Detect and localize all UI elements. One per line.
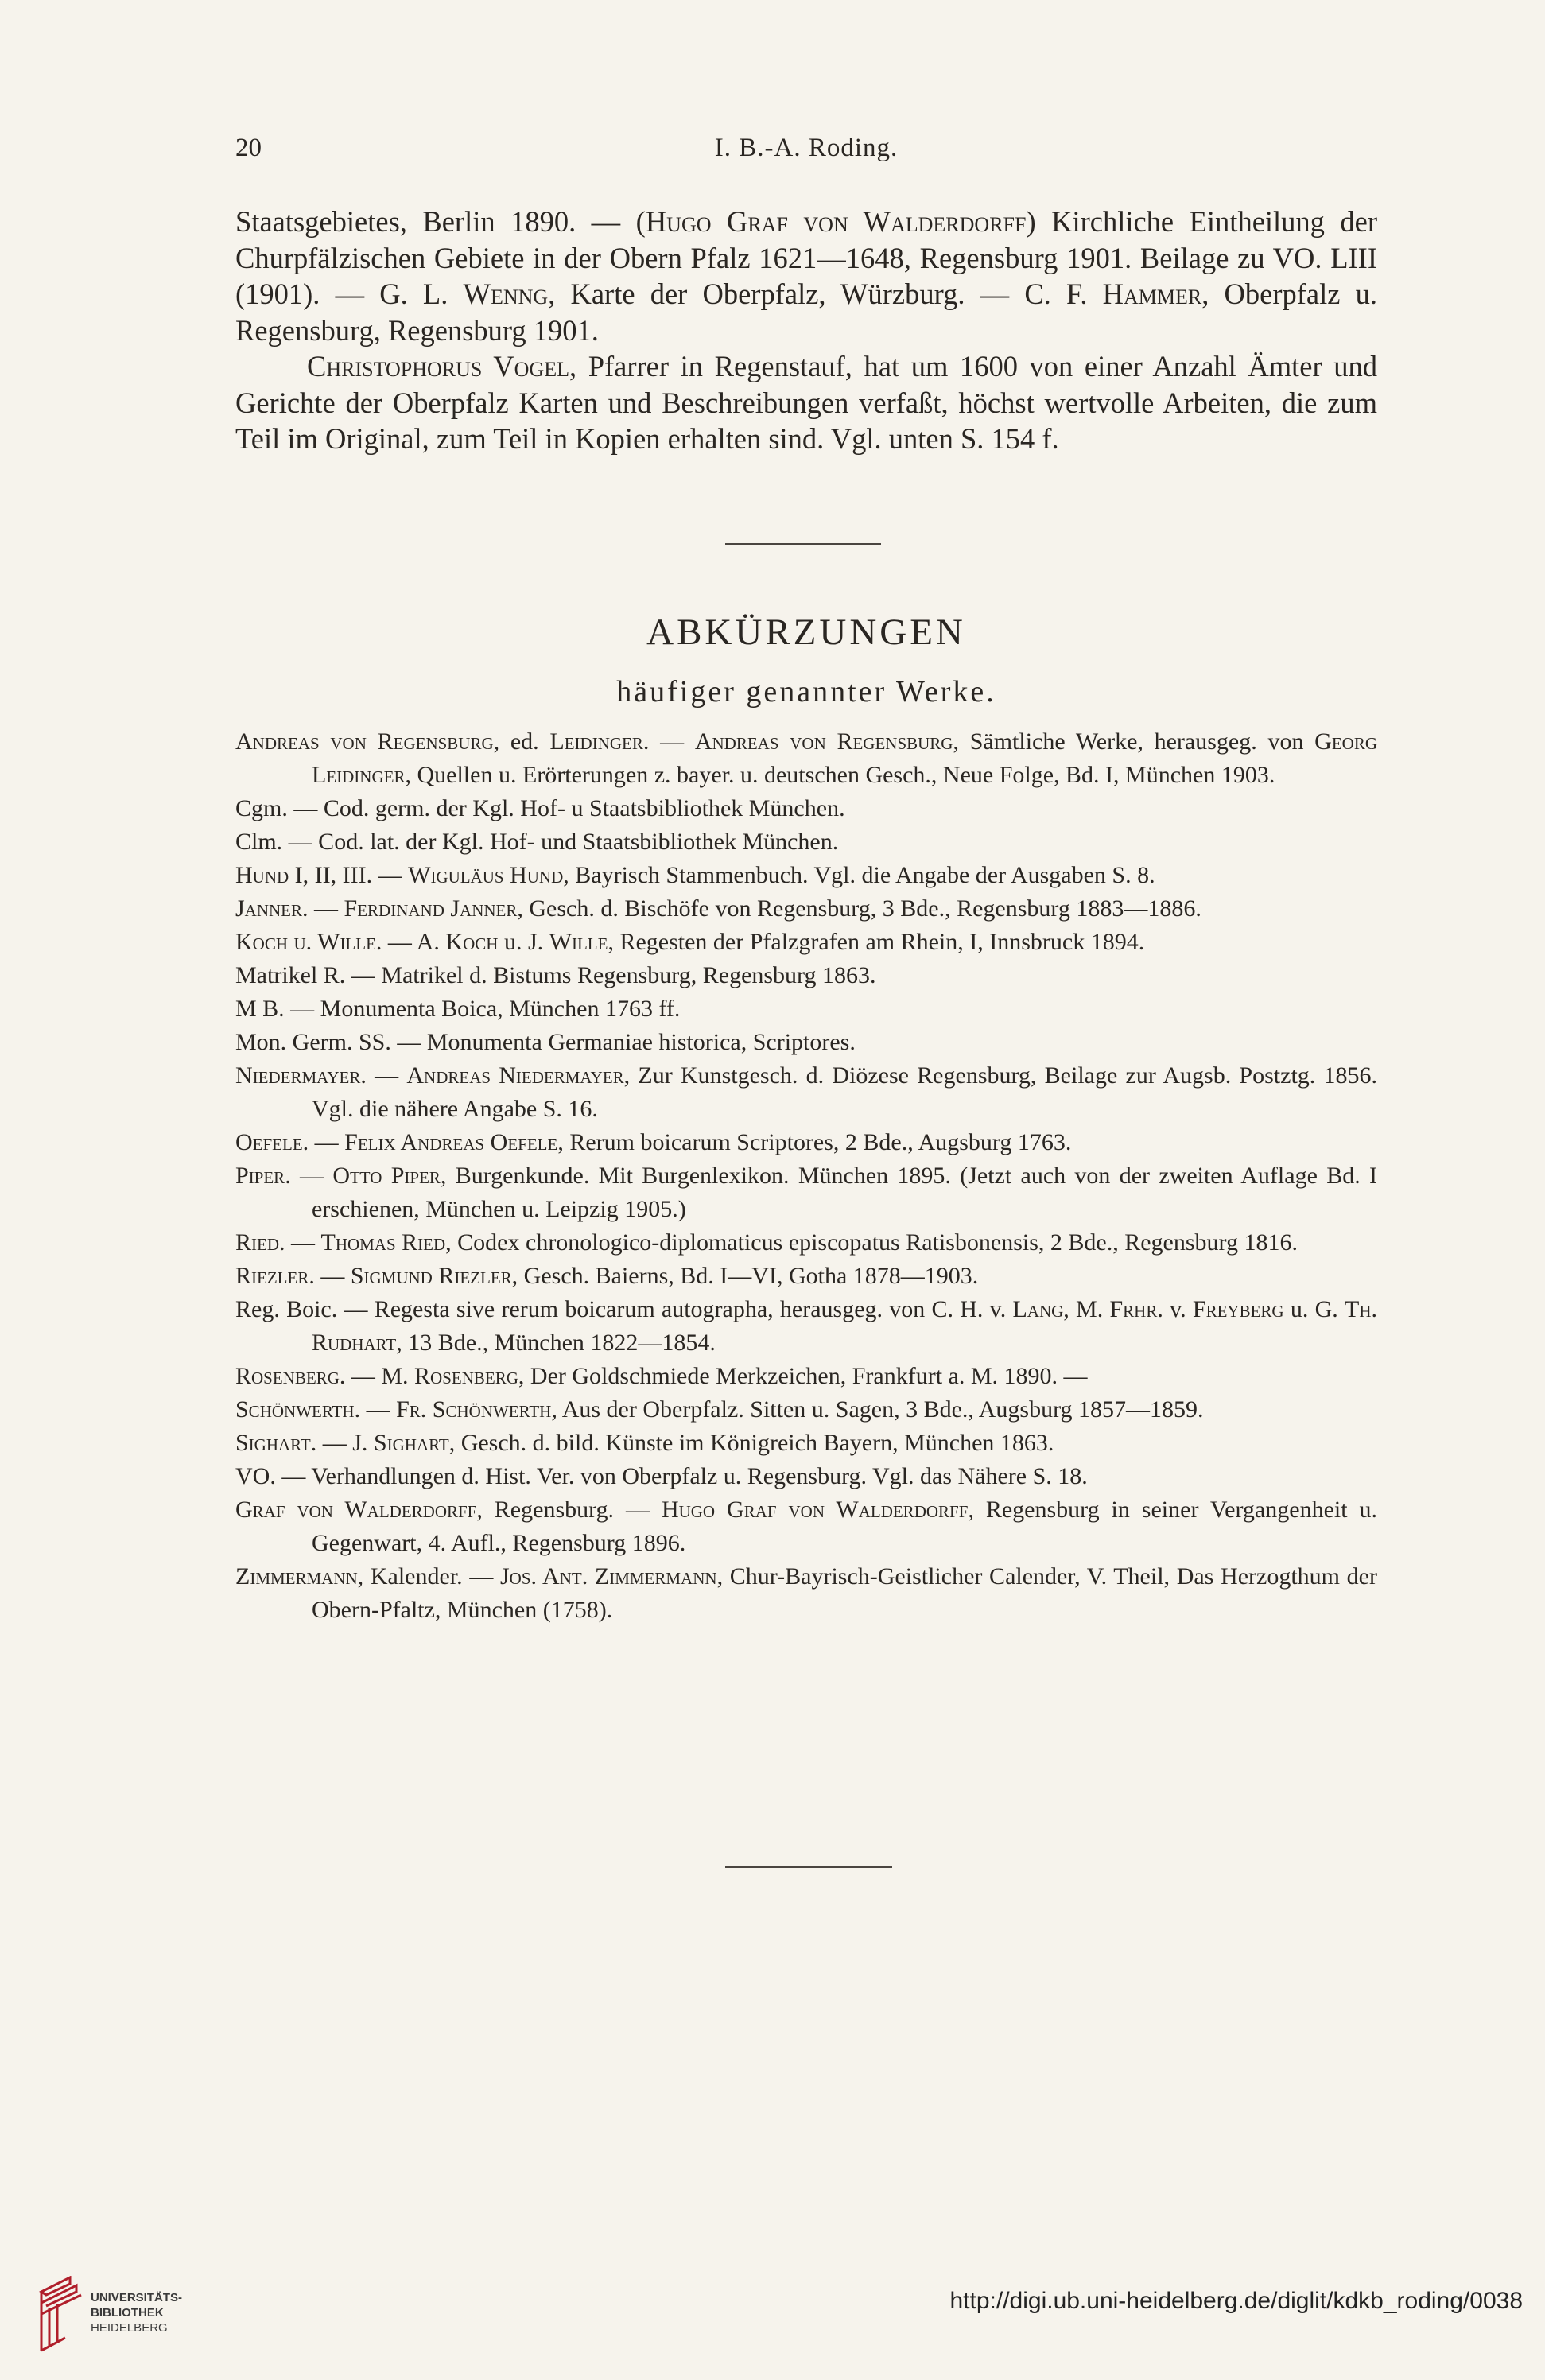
name-smallcaps: Graf von Walderdorff xyxy=(235,1497,477,1523)
name-smallcaps: Schönwerth xyxy=(235,1396,355,1423)
abbreviation-entry xyxy=(235,1126,1377,1159)
name-smallcaps: Riezler xyxy=(235,1263,309,1289)
abbreviation-entry xyxy=(235,1159,1377,1226)
page-number: 20 xyxy=(235,134,262,162)
text-run: , Pfarrer in Regenstauf, hat um 1600 von einer Anzahl Ämter und Gerichte der Oberpfalz Karten und Beschreibungen verfaßt, höchst wertvolle Arbeiten, die zum Teil im Original, zum Teil in Kopien erhalten sind. Vgl. unten S. 154 f. xyxy=(235,350,1377,455)
name-smallcaps: Frhr. xyxy=(1109,1296,1163,1322)
text-run: , Gesch. d. Bischöfe von Regensburg, 3 Bde., Regensburg 1883—1886. xyxy=(517,895,1201,922)
name-smallcaps: Hugo Graf von Walderdorff xyxy=(645,205,1027,238)
name-smallcaps: Felix Andreas Oefele xyxy=(344,1129,558,1155)
name-smallcaps: Sigmund Riezler xyxy=(350,1263,512,1289)
section-title: ABKÜRZUNGEN xyxy=(646,612,966,653)
name-smallcaps: Freyberg xyxy=(1192,1296,1284,1322)
abbreviation-entry xyxy=(235,892,1377,926)
name-smallcaps: Janner xyxy=(235,895,303,922)
text-run: Cgm. — Cod. germ. der Kgl. Hof- u Staatsbibliothek München. xyxy=(235,795,845,821)
name-smallcaps: Ried xyxy=(235,1229,279,1256)
text-run: , Der Goldschmiede Merkzeichen, Frankfurt a. M. 1890. — xyxy=(518,1363,1088,1389)
text-run: , M. xyxy=(1063,1296,1110,1322)
text-run: . — M. xyxy=(339,1363,415,1389)
text-run: , Kalender. — xyxy=(357,1563,500,1590)
text-run: , Codex chronologico-diplomaticus episcopatus Ratisbonensis, 2 Bde., Regensburg 1816. xyxy=(445,1229,1298,1256)
text-run: , Karte der Oberpfalz, Würzburg. — C. F. xyxy=(548,278,1103,310)
name-smallcaps: Zimmermann xyxy=(235,1563,358,1590)
text-run: , Oberpfalz u. Regensburg, Regensburg 1901. xyxy=(235,278,1378,347)
abbreviation-entry xyxy=(235,1493,1377,1560)
name-smallcaps: Koch xyxy=(445,929,499,955)
text-run: , Gesch. Baierns, Bd. I—VI, Gotha 1878—1903. xyxy=(511,1263,979,1289)
text-run: . — xyxy=(360,1062,407,1089)
text-run: . — xyxy=(285,1163,333,1189)
name-smallcaps: Rosenberg xyxy=(414,1363,518,1389)
text-run: . — xyxy=(642,728,695,755)
text-run: , Aus der Oberpfalz. Sitten u. Sagen, 3 Bde., Augsburg 1857—1859. xyxy=(551,1396,1204,1423)
name-smallcaps: Fr. Schönwerth xyxy=(396,1396,552,1423)
name-smallcaps: Andreas Niedermayer xyxy=(406,1062,624,1089)
text-run: , Regesten der Pfalzgrafen am Rhein, I, Innsbruck 1894. xyxy=(608,929,1145,955)
running-title: I. B.-A. Roding. xyxy=(714,134,899,162)
text-run: , Chur-Bayrisch-Geistlicher Calender, V. Theil, Das Herzogthum der Obern-Pfaltz, München (1758). xyxy=(312,1563,1377,1623)
intro-paragraph-2 xyxy=(235,348,1377,457)
text-run: , Zur Kunstgesch. d. Diözese Regensburg, Beilage zur Augsb. Postztg. 1856. Vgl. die nähere Angabe S. 16. xyxy=(312,1062,1377,1122)
permalink-url[interactable]: http://digi.ub.uni-heidelberg.de/diglit/kdkb_roding/0038 xyxy=(949,2288,1523,2314)
text-run: . — A. xyxy=(375,929,446,955)
name-smallcaps: Piper xyxy=(235,1163,285,1189)
name-smallcaps: Leidinger xyxy=(549,728,643,755)
text-run: , Burgenkunde. Mit Burgenlexikon. München 1895. (Jetzt auch von der zweiten Auflage Bd. I erschienen, München u. Leipzig 1905.) xyxy=(312,1163,1377,1222)
text-run: , Sämtliche Werke, herausgeg. von xyxy=(953,728,1315,755)
text-run: . — xyxy=(302,1129,345,1155)
name-smallcaps: Koch u. Wille xyxy=(235,929,376,955)
abbreviation-entry xyxy=(235,1226,1377,1260)
text-run: . — J. xyxy=(310,1430,374,1456)
text-run: M B. — Monumenta Boica, München 1763 ff. xyxy=(235,996,681,1022)
text-run: Matrikel R. — Matrikel d. Bistums Regensburg, Regensburg 1863. xyxy=(235,962,876,988)
abbreviation-entry xyxy=(235,725,1377,792)
section-subtitle: häufiger genannter Werke. xyxy=(616,675,996,709)
abbreviation-entry xyxy=(235,859,1377,892)
abbreviation-entry xyxy=(235,1293,1377,1360)
name-smallcaps: Lang xyxy=(1012,1296,1064,1322)
name-smallcaps: Wenng xyxy=(463,278,549,310)
text-run: , Regensburg. — xyxy=(476,1497,662,1523)
logo-line-3: HEIDELBERG xyxy=(91,2321,168,2335)
name-smallcaps: Hammer xyxy=(1102,278,1202,310)
library-logo-icon xyxy=(38,2276,84,2352)
name-smallcaps: Andreas von Regensburg xyxy=(694,728,953,755)
logo-line-1: UNIVERSITÄTS- xyxy=(91,2291,183,2304)
abbreviation-entry xyxy=(235,959,1377,992)
abbreviation-entry xyxy=(235,1560,1377,1627)
text-run: u. J. xyxy=(498,929,549,955)
name-smallcaps: Hugo Graf von Walderdorff xyxy=(661,1497,969,1523)
name-smallcaps: Jos. Ant. Zimmermann xyxy=(500,1563,717,1590)
abbreviation-entry xyxy=(235,825,1377,859)
text-run: , Rerum boicarum Scriptores, 2 Bde., Augsburg 1763. xyxy=(557,1129,1072,1155)
text-run: u. G. xyxy=(1283,1296,1345,1322)
abbreviation-entry xyxy=(235,1260,1377,1293)
name-smallcaps: Georg Leidinger xyxy=(312,728,1378,788)
abbreviation-entry xyxy=(235,926,1377,959)
library-logo-text xyxy=(91,2290,182,2335)
abbreviation-entry xyxy=(235,992,1377,1026)
abbreviation-entry xyxy=(235,792,1377,825)
running-header xyxy=(235,134,1377,172)
name-smallcaps: Ferdinand Janner xyxy=(344,895,518,922)
name-smallcaps: Andreas von Regensburg xyxy=(235,728,494,755)
separator-rule-bottom xyxy=(725,1866,892,1868)
text-run: Clm. — Cod. lat. der Kgl. Hof- und Staatsbibliothek München. xyxy=(235,829,839,855)
text-run: , Bayrisch Stammenbuch. Vgl. die Angabe der Ausgaben S. 8. xyxy=(563,862,1155,888)
intro-paragraph-1 xyxy=(235,204,1377,348)
name-smallcaps: Thomas Ried xyxy=(320,1229,446,1256)
library-logo[interactable] xyxy=(38,2276,229,2352)
abbreviation-list xyxy=(235,725,1377,1627)
name-smallcaps: Th. Rudhart xyxy=(312,1296,1377,1356)
text-run: VO. — Verhandlungen d. Hist. Ver. von Oberpfalz u. Regensburg. Vgl. das Nähere S. 18. xyxy=(235,1463,1088,1489)
separator-rule-top xyxy=(725,543,881,545)
name-smallcaps: Niedermayer xyxy=(235,1062,361,1089)
logo-line-2: BIBLIOTHEK xyxy=(91,2306,164,2320)
name-smallcaps: Sighart xyxy=(235,1430,311,1456)
name-smallcaps: Otto Piper xyxy=(332,1163,441,1189)
abbreviation-entry xyxy=(235,1360,1377,1393)
text-run: v. xyxy=(1163,1296,1193,1322)
text-run: Mon. Germ. SS. — Monumenta Germaniae historica, Scriptores. xyxy=(235,1029,856,1055)
text-run: , Gesch. d. bild. Künste im Königreich Bayern, München 1863. xyxy=(448,1430,1054,1456)
text-run: , 13 Bde., München 1822—1854. xyxy=(396,1330,716,1356)
abbreviation-entry xyxy=(235,1026,1377,1059)
name-smallcaps: Christophorus Vogel xyxy=(307,350,569,382)
abbreviation-entry xyxy=(235,1427,1377,1460)
text-run: . — xyxy=(309,1263,351,1289)
intro-text xyxy=(235,204,1377,457)
name-smallcaps: Oefele xyxy=(235,1129,303,1155)
text-run: . — xyxy=(354,1396,397,1423)
text-run: . — xyxy=(302,895,344,922)
text-run: Staatsgebietes, Berlin 1890. — ( xyxy=(235,205,646,238)
text-run: . — xyxy=(279,1229,321,1256)
name-smallcaps: Wiguläus Hund xyxy=(408,862,564,888)
abbreviation-entry xyxy=(235,1460,1377,1493)
text-run: , Quellen u. Erörterungen z. bayer. u. deutschen Gesch., Neue Folge, Bd. I, München 1903. xyxy=(405,762,1275,788)
text-run: I, II, III. — xyxy=(289,862,409,888)
abbreviation-entry xyxy=(235,1393,1377,1427)
text-run: ) Kirchliche Eintheilung der Churpfälzischen Gebiete in der Obern Pfalz 1621—1648, Regensburg 1901. Beilage zu VO. LIII (1901). — G. L. xyxy=(235,205,1378,310)
name-smallcaps: Sighart xyxy=(373,1430,449,1456)
text-run: , ed. xyxy=(493,728,550,755)
name-smallcaps: Wille xyxy=(549,929,608,955)
name-smallcaps: Rosenberg xyxy=(235,1363,340,1389)
text-run: Reg. Boic. — Regesta sive rerum boicarum autographa, herausgeg. von C. H. v. xyxy=(235,1296,1013,1322)
abbreviation-entry xyxy=(235,1059,1377,1126)
name-smallcaps: Hund xyxy=(235,862,289,888)
text-run: , Regensburg in seiner Vergangenheit u. Gegenwart, 4. Aufl., Regensburg 1896. xyxy=(312,1497,1377,1556)
